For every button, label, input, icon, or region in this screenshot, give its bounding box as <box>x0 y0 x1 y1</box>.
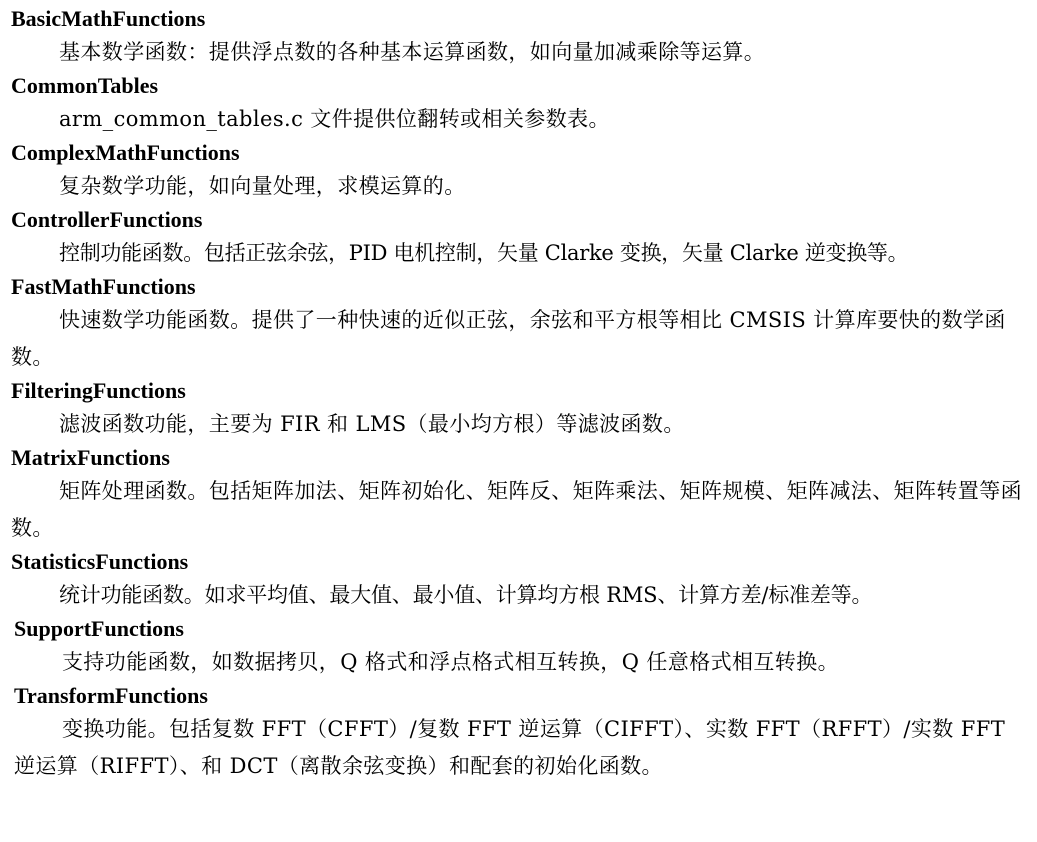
entry-description: 变换功能。包括复数 FFT（CFFT）/复数 FFT 逆运算（CIFFT）、实数 FFT（RFFT）/实数 FFT 逆运算（RIFFT）、和 DCT（离散余弦变换）和配套的初始化函数。 <box>14 717 1006 778</box>
entry-common-tables <box>0 71 1037 138</box>
entry-title: BasicMathFunctions <box>11 6 206 31</box>
cmsis-dsp-function-list <box>0 4 1037 785</box>
entry-complex-math-functions <box>0 138 1037 205</box>
entry-description: 控制功能函数。包括正弦余弦，PID 电机控制，矢量 Clarke 变换，矢量 Clarke 逆变换等。 <box>59 241 909 265</box>
entry-description: 复杂数学功能，如向量处理，求模运算的。 <box>59 174 466 198</box>
entry-title: MatrixFunctions <box>11 445 170 470</box>
entry-title: FastMathFunctions <box>11 274 196 299</box>
entry-support-functions <box>0 614 1037 681</box>
entry-description: 统计功能函数。如求平均值、最大值、最小值、计算均方根 RMS、计算方差/标准差等。 <box>59 583 873 607</box>
entry-title: ControllerFunctions <box>11 207 203 232</box>
entry-controller-functions <box>0 205 1037 272</box>
entry-description: 快速数学功能函数。提供了一种快速的近似正弦，余弦和平方根等相比 CMSIS 计算库要快的数学函数。 <box>11 308 1006 369</box>
entry-title: ComplexMathFunctions <box>11 140 240 165</box>
entry-transform-functions <box>0 681 1037 785</box>
entry-statistics-functions <box>0 547 1037 614</box>
entry-title: StatisticsFunctions <box>11 549 189 574</box>
entry-title: SupportFunctions <box>14 616 184 641</box>
entry-description: arm_common_tables.c 文件提供位翻转或相关参数表。 <box>59 107 610 131</box>
entry-description: 矩阵处理函数。包括矩阵加法、矩阵初始化、矩阵反、矩阵乘法、矩阵规模、矩阵减法、矩阵转置等函数。 <box>11 479 1022 540</box>
entry-title: FilteringFunctions <box>11 378 186 403</box>
entry-title: TransformFunctions <box>14 683 208 708</box>
entry-title: CommonTables <box>11 73 159 98</box>
entry-description: 基本数学函数：提供浮点数的各种基本运算函数，如向量加减乘除等运算。 <box>59 40 766 64</box>
entry-matrix-functions <box>0 443 1037 547</box>
entry-fast-math-functions <box>0 272 1037 376</box>
entry-description: 支持功能函数，如数据拷贝，Q 格式和浮点格式相互转换，Q 任意格式相互转换。 <box>62 650 839 674</box>
entry-basic-math-functions <box>0 4 1037 71</box>
entry-description: 滤波函数功能，主要为 FIR 和 LMS（最小均方根）等滤波函数。 <box>59 412 685 436</box>
entry-filtering-functions <box>0 376 1037 443</box>
